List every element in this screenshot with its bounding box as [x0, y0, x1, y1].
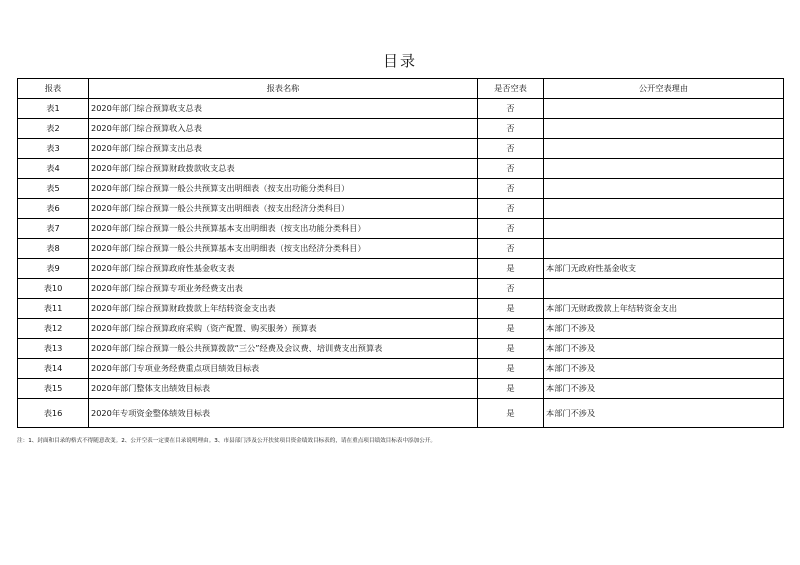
- table-row: [18, 279, 784, 299]
- empty-reason-cell: 本部门不涉及: [544, 339, 784, 359]
- table-body: [18, 99, 784, 428]
- is-empty-cell: 是: [478, 319, 544, 339]
- is-empty-cell: 否: [478, 159, 544, 179]
- empty-reason-cell: [544, 139, 784, 159]
- page-title: 目录: [382, 52, 417, 70]
- report-no-cell: 表10: [18, 279, 89, 299]
- footnote: 注：1、封面和目录的格式不得随意改变。2、公开空表一定要在目录说明理由。3、市县部门涉及公开扶贫项目资金绩效目标表的，请在重点项目绩效目标表中添加公开。: [17, 438, 437, 444]
- report-no-cell: 表13: [18, 339, 89, 359]
- empty-reason-cell: [544, 219, 784, 239]
- report-no-cell: 表2: [18, 119, 89, 139]
- empty-reason-cell: [544, 199, 784, 219]
- is-empty-cell: 否: [478, 139, 544, 159]
- is-empty-cell: 否: [478, 199, 544, 219]
- is-empty-cell: 否: [478, 99, 544, 119]
- empty-reason-cell: [544, 239, 784, 259]
- report-no-cell: 表14: [18, 359, 89, 379]
- table-row: [18, 219, 784, 239]
- table-row: [18, 99, 784, 119]
- header-empty-reason: 公开空表理由: [544, 79, 784, 99]
- report-name-cell: 2020年部门综合预算一般公共预算基本支出明细表（按支出功能分类科目）: [89, 219, 478, 239]
- is-empty-cell: 否: [478, 279, 544, 299]
- is-empty-cell: 是: [478, 379, 544, 399]
- report-no-cell: 表7: [18, 219, 89, 239]
- header-is-empty: 是否空表: [478, 79, 544, 99]
- report-name-cell: 2020年部门综合预算一般公共预算支出明细表（按支出功能分类科目）: [89, 179, 478, 199]
- report-name-cell: 2020年部门综合预算收入总表: [89, 119, 478, 139]
- empty-reason-cell: 本部门不涉及: [544, 359, 784, 379]
- report-no-cell: 表9: [18, 259, 89, 279]
- report-name-cell: 2020年部门综合预算一般公共预算支出明细表（按支出经济分类科目）: [89, 199, 478, 219]
- report-name-cell: 2020年部门专项业务经费重点项目绩效目标表: [89, 359, 478, 379]
- empty-reason-cell: [544, 159, 784, 179]
- empty-reason-cell: 本部门不涉及: [544, 399, 784, 428]
- is-empty-cell: 否: [478, 119, 544, 139]
- table-row: [18, 319, 784, 339]
- report-no-cell: 表15: [18, 379, 89, 399]
- table-row: [18, 399, 784, 428]
- empty-reason-cell: 本部门无政府性基金收支: [544, 259, 784, 279]
- report-no-cell: 表3: [18, 139, 89, 159]
- empty-reason-cell: [544, 179, 784, 199]
- empty-reason-cell: [544, 279, 784, 299]
- empty-reason-cell: 本部门不涉及: [544, 379, 784, 399]
- report-no-cell: 表5: [18, 179, 89, 199]
- report-name-cell: 2020年部门综合预算收支总表: [89, 99, 478, 119]
- report-name-cell: 2020年专项资金整体绩效目标表: [89, 399, 478, 428]
- report-name-cell: 2020年部门综合预算政府性基金收支表: [89, 259, 478, 279]
- table-row: [18, 119, 784, 139]
- report-no-cell: 表16: [18, 399, 89, 428]
- report-name-cell: 2020年部门综合预算财政拨款上年结转资金支出表: [89, 299, 478, 319]
- is-empty-cell: 否: [478, 219, 544, 239]
- table-row: [18, 199, 784, 219]
- report-name-cell: 2020年部门综合预算政府采购（资产配置、购买服务）预算表: [89, 319, 478, 339]
- table-row: [18, 259, 784, 279]
- empty-reason-cell: 本部门无财政拨款上年结转资金支出: [544, 299, 784, 319]
- is-empty-cell: 否: [478, 239, 544, 259]
- report-no-cell: 表11: [18, 299, 89, 319]
- report-name-cell: 2020年部门综合预算一般公共预算拨款“三公”经费及会议费、培训费支出预算表: [89, 339, 478, 359]
- is-empty-cell: 是: [478, 399, 544, 428]
- report-no-cell: 表4: [18, 159, 89, 179]
- report-name-cell: 2020年部门整体支出绩效目标表: [89, 379, 478, 399]
- empty-reason-cell: 本部门不涉及: [544, 319, 784, 339]
- is-empty-cell: 是: [478, 359, 544, 379]
- table-row: [18, 159, 784, 179]
- table-row: [18, 239, 784, 259]
- report-no-cell: 表1: [18, 99, 89, 119]
- is-empty-cell: 是: [478, 259, 544, 279]
- report-name-cell: 2020年部门综合预算专项业务经费支出表: [89, 279, 478, 299]
- empty-reason-cell: [544, 119, 784, 139]
- empty-reason-cell: [544, 99, 784, 119]
- table-row: [18, 339, 784, 359]
- report-name-cell: 2020年部门综合预算财政拨款收支总表: [89, 159, 478, 179]
- is-empty-cell: 否: [478, 179, 544, 199]
- is-empty-cell: 是: [478, 299, 544, 319]
- is-empty-cell: 是: [478, 339, 544, 359]
- table-row: [18, 359, 784, 379]
- report-no-cell: 表12: [18, 319, 89, 339]
- report-name-cell: 2020年部门综合预算支出总表: [89, 139, 478, 159]
- table-of-contents: [17, 78, 784, 428]
- table-row: [18, 179, 784, 199]
- report-no-cell: 表6: [18, 199, 89, 219]
- report-no-cell: 表8: [18, 239, 89, 259]
- table-row: [18, 139, 784, 159]
- header-report-name: 报表名称: [89, 79, 478, 99]
- header-report-no: 报表: [18, 79, 89, 99]
- table-row: [18, 379, 784, 399]
- report-name-cell: 2020年部门综合预算一般公共预算基本支出明细表（按支出经济分类科目）: [89, 239, 478, 259]
- table-row: [18, 299, 784, 319]
- table-header-row: [18, 79, 784, 99]
